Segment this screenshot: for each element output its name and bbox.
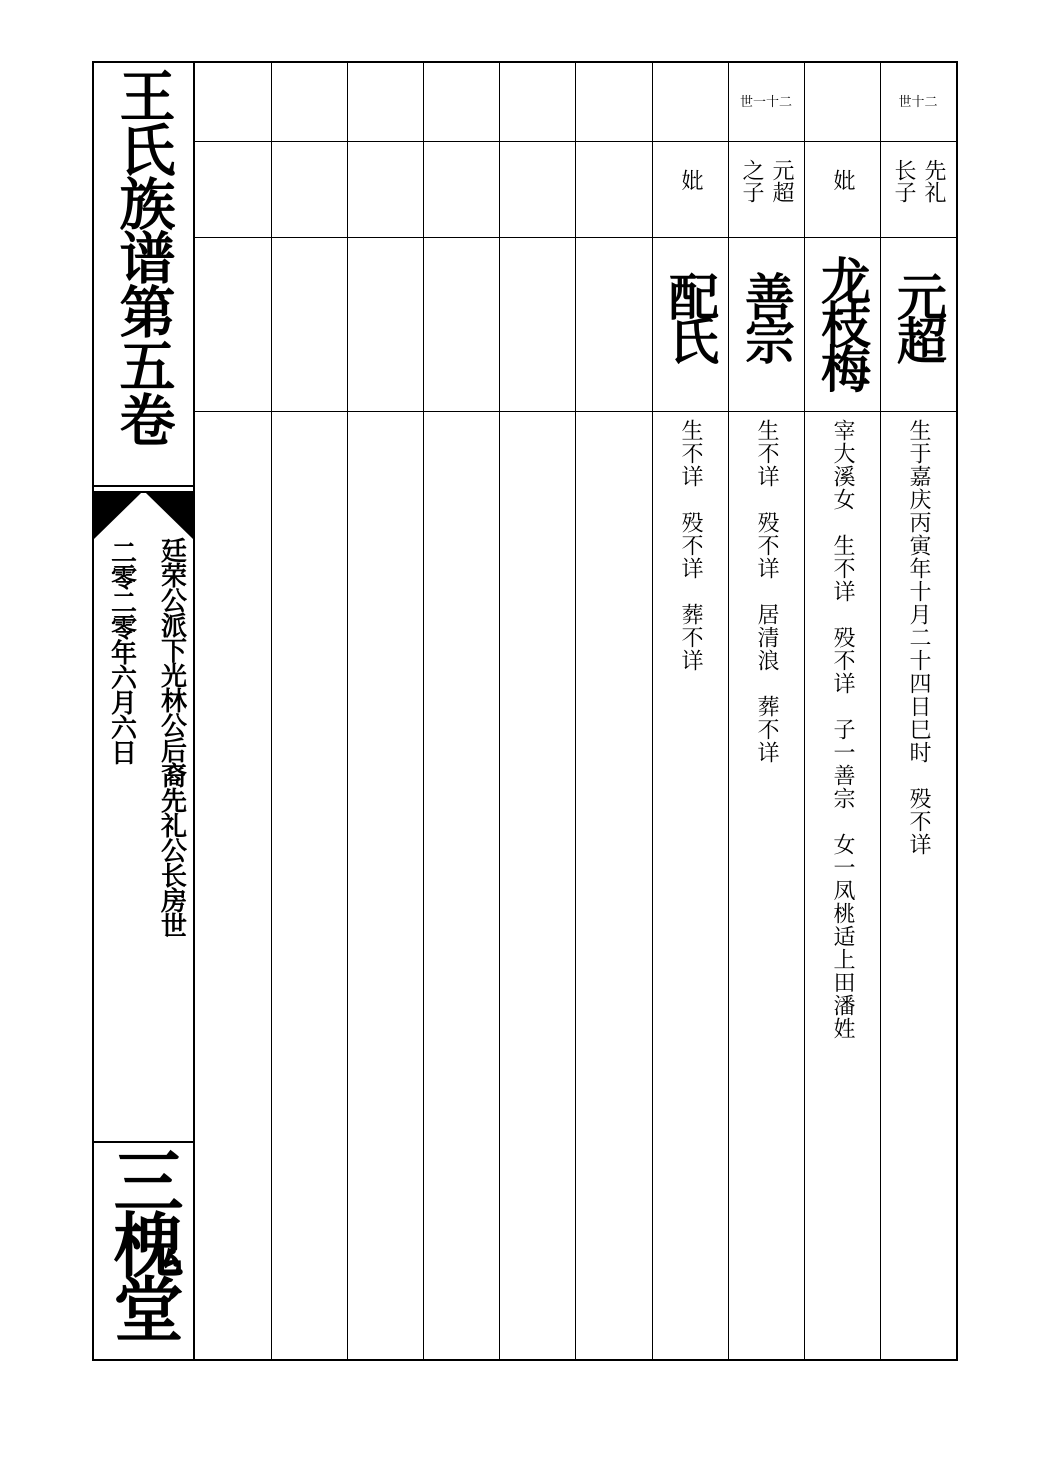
relation-label: 妣 (678, 169, 703, 191)
compile-date-text: 二零二零年六月六日 (106, 539, 137, 764)
person-bio: 生不详 殁不详 居清浪 葬不详 (754, 419, 779, 764)
person-name: 配氏 (661, 271, 720, 359)
hall-divider (94, 1141, 193, 1143)
generation-label: 世十二 (898, 95, 938, 110)
generation-label: 世一十二 (739, 95, 792, 110)
column-divider (575, 63, 576, 1359)
relation-label: 先礼 长子 (891, 159, 946, 203)
person-bio: 生于嘉庆丙寅年十月二十四日巳时 殁不详 (906, 419, 931, 856)
person-bio: 宰大溪女 生不详 殁不详 子一善宗 女一凤桃适上田潘姓 (830, 419, 855, 1040)
person-bio: 生不详 殁不详 葬不详 (678, 419, 703, 672)
column-divider (423, 63, 424, 1359)
row-divider (195, 411, 956, 412)
column-divider (499, 63, 500, 1359)
genealogy-page-frame (92, 61, 958, 1361)
column-divider (271, 63, 272, 1359)
person-name: 善宗 (737, 271, 796, 359)
relation-label: 妣 (830, 169, 855, 191)
fishtail-ornament-icon (94, 493, 193, 543)
hall-name: 三槐堂 (102, 1145, 185, 1337)
person-name: 元超 (889, 271, 948, 359)
relation-label: 元超 之子 (739, 159, 794, 203)
branch-lineage-text: 廷荣公派下光林公后裔先礼公长房世 (156, 537, 187, 937)
person-name: 龙枝梅 (813, 255, 872, 387)
book-title (94, 63, 193, 485)
row-divider (195, 141, 956, 142)
column-divider (347, 63, 348, 1359)
title-panel (94, 63, 195, 1359)
row-divider (195, 237, 956, 238)
book-title-text: 王氏族谱第五卷 (110, 67, 177, 445)
title-divider (94, 485, 193, 487)
column-divider (652, 63, 653, 1359)
